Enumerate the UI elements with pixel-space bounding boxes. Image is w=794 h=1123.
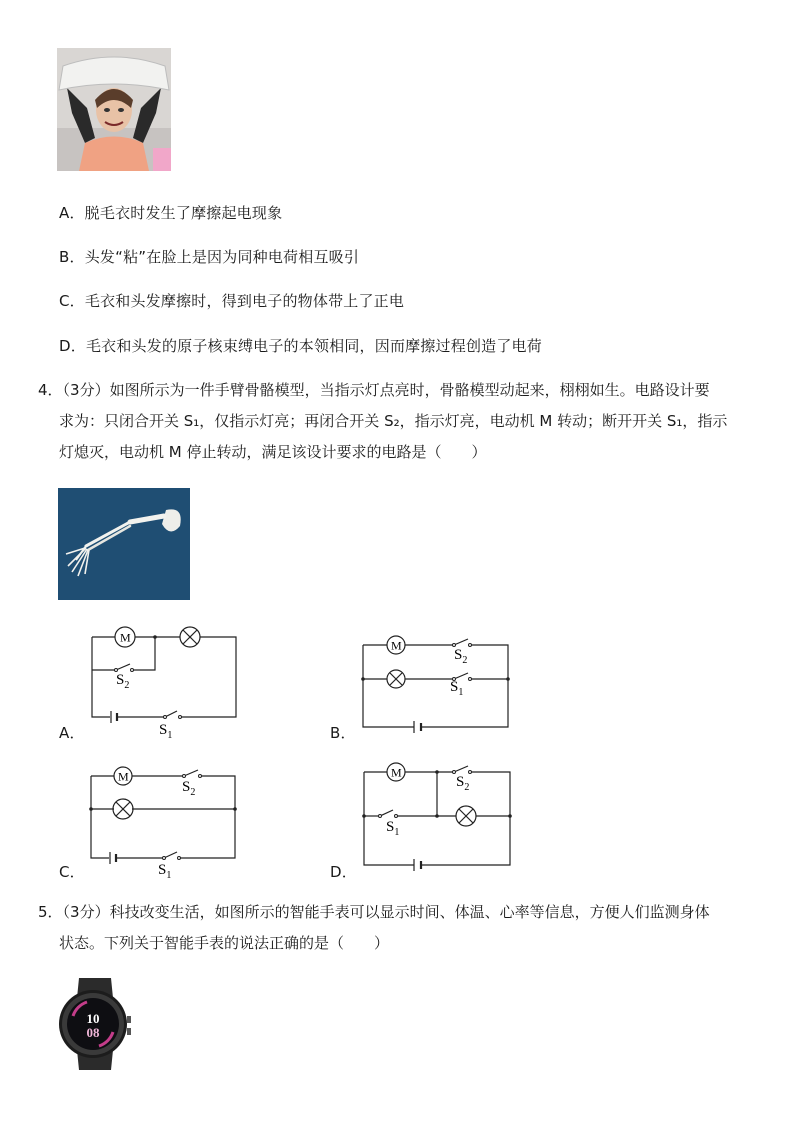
question-5-line-1	[38, 897, 758, 928]
option-letter: A．	[59, 204, 85, 222]
circuit-b	[350, 630, 520, 740]
circuit-d	[350, 757, 520, 875]
switch-s1-label: $S_1$	[450, 679, 464, 698]
question-4-stem	[38, 375, 758, 468]
switch-s2-label: $S_2$	[456, 774, 470, 793]
sweater-photo	[57, 48, 171, 171]
motor-label: M	[391, 638, 402, 653]
option-letter: B．	[59, 248, 85, 266]
arm-skeleton-photo	[58, 488, 190, 600]
motor-label: M	[391, 765, 402, 780]
option-c	[59, 290, 404, 312]
question-score: （3分）	[62, 381, 110, 399]
question-score: （3分）	[62, 903, 110, 921]
circuit-d-label: D．	[330, 863, 357, 881]
motor-label: M	[118, 769, 129, 784]
question-text: 求为：只闭合开关 S₁，仅指示灯亮；再闭合开关 S₂，指示灯亮，电动机 M 转动；断开开关 S₁，指示	[59, 412, 728, 430]
option-a	[59, 202, 282, 224]
switch-s2-label: $S_2$	[182, 779, 196, 798]
question-4-line-3	[38, 437, 758, 468]
option-text: 脱毛衣时发生了摩擦起电现象	[84, 204, 283, 222]
option-text: 头发“粘”在脸上是因为同种电荷相互吸引	[84, 248, 360, 266]
question-4-line-1	[38, 375, 758, 406]
option-b	[59, 246, 359, 268]
question-text: 状态。下列关于智能手表的说法正确的是（ ）	[59, 934, 390, 952]
option-letter: C．	[59, 292, 85, 310]
circuit-a	[80, 620, 250, 740]
option-text: 毛衣和头发摩擦时，得到电子的物体带上了正电	[84, 292, 405, 310]
watch-hour: 10	[86, 1011, 100, 1026]
question-4-line-2	[38, 406, 758, 437]
switch-s1-label: $S_1$	[158, 862, 172, 880]
question-text: 灯熄灭，电动机 M 停止转动，满足该设计要求的电路是（ ）	[59, 443, 487, 461]
switch-s1-label: $S_1$	[386, 819, 400, 838]
question-number: 4．	[38, 381, 63, 399]
question-text: 如图所示为一件手臂骨骼模型，当指示灯点亮时，骨骼模型动起来，栩栩如生。电路设计要	[109, 381, 710, 399]
smartwatch-photo	[55, 978, 135, 1070]
watch-minute: 08	[86, 1025, 100, 1040]
circuit-c-label: C．	[59, 863, 85, 881]
circuit-c	[80, 762, 250, 880]
switch-s1-label: $S_1$	[159, 722, 173, 740]
motor-label: M	[120, 630, 131, 645]
option-d	[59, 335, 542, 357]
question-5-line-2	[38, 928, 758, 959]
circuit-b-label: B．	[330, 724, 356, 742]
question-text: 科技改变生活，如图所示的智能手表可以显示时间、体温、心率等信息，方便人们监测身体	[109, 903, 710, 921]
option-text: 毛衣和头发的原子核束缚电子的本领相同，因而摩擦过程创造了电荷	[85, 337, 542, 355]
question-5-stem	[38, 897, 758, 959]
switch-s2-label: $S_2$	[116, 672, 130, 691]
question-number: 5．	[38, 903, 63, 921]
circuit-a-label: A．	[59, 724, 85, 742]
switch-s2-label: $S_2$	[454, 647, 468, 666]
option-letter: D．	[59, 337, 86, 355]
